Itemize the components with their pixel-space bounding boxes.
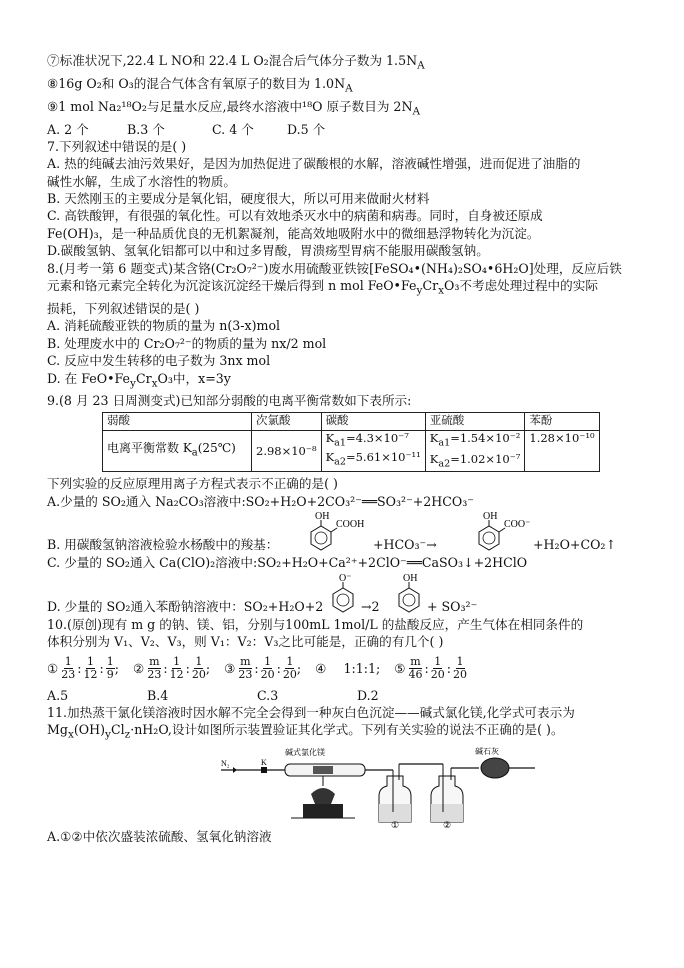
q7-b: B. 天然刚玉的主要成分是氧化铝，硬度很大，所以可用来做耐火材料: [47, 190, 430, 206]
q7-stem: 7.下列叙述中错误的是( ): [47, 138, 187, 154]
ratio-2: ② $\frac{m}{23}$ : $\frac{1}{12}$ : $\frac{1}{20}$ ;: [133, 655, 211, 682]
q10-options: [47, 687, 662, 704]
k-label: K: [261, 757, 267, 767]
line-7: ⑦标准状况下,22.4 L NO和 22.4 L O₂混合后气体分子数为 $1.5N_A$: [47, 53, 425, 72]
q8-b: B. 处理废水中的 Cr₂O₇²⁻的物质的量为 nx/2 mol: [47, 335, 327, 351]
q9-b: [47, 510, 662, 554]
q8-a: A. 消耗硫酸亚铁的物质的量为 n(3-x)mol: [47, 318, 281, 334]
q9-d: [47, 572, 662, 616]
salicylic-acid-structure: [299, 510, 365, 554]
th-h2co3: 碳酸: [321, 412, 425, 430]
q10-stem-1: 10.(原创)现有 m g 的钠、镁、铝，分别与100mL 1mol/L 的盐酸反应，产生气体在相同条件的: [47, 616, 584, 632]
bottle-2-label: ②: [443, 819, 452, 830]
q9-b-text: [47, 536, 278, 553]
q11-stem-1: 11.加热蒸干氯化镁溶液时因水解不完全会得到一种灰白色沉淀——碱式氯化镁,化学式可表示为: [47, 704, 575, 720]
ratio-4-number: ④: [315, 661, 327, 677]
th-hclo: 次氯酸: [252, 412, 322, 430]
q10-ratios: [47, 651, 662, 687]
phenol-oh-label: OH: [403, 572, 418, 584]
q8-stem-2: 元素和铬元素完全转化为沉淀该沉淀经干燥后得到 n mol $FeO•Fe_yCr_xO_3$不考虑处理过程中的实际: [47, 278, 598, 297]
q9-d-start: D. 少量的 SO₂通入苯酚钠溶液中：SO₂+H₂O+2: [47, 598, 324, 614]
td-phenol: 1.28×10⁻¹⁰: [525, 430, 599, 472]
q11-option-a: A.①②中依次盛装浓硫酸、氢氧化钠溶液: [47, 828, 272, 844]
salicylate-coo-label: COO⁻: [504, 519, 531, 531]
q7-c1: C. 高铁酸钾，有很强的氧化性。可以有效地杀灭水中的病菌和病毒。同时，自身被还原成: [47, 208, 543, 224]
ratio-4-value: 1:1:1: [343, 661, 376, 677]
lime-label: 碱石灰: [475, 746, 499, 756]
ka-table: [102, 412, 600, 473]
page: [47, 52, 662, 845]
q9-b-mid: +HCO₃⁻→: [373, 537, 437, 553]
q7-d: D.碳酸氢钠、氢氧化铝都可以中和过多胃酸，胃溃疡型胃病不能服用碳酸氢钠。: [47, 243, 489, 259]
q10-stem-2: 体积分别为 V₁、V₂、V₃，则 V₁：V₂：V₃之比可能是，正确的有几个( ): [47, 634, 444, 650]
th-h2so3: 亚硫酸: [425, 412, 525, 430]
th-phenol: 苯酚: [525, 412, 599, 430]
q10-option-c: C.3: [257, 687, 279, 703]
q9-intro: 9.(8 月 23 日周测变式)已知部分弱酸的电离平衡常数如下表所示:: [47, 393, 412, 409]
soda-lime-tube: [481, 758, 509, 778]
td-h2so3: [425, 430, 525, 472]
ratio-1-f1: $\frac{1}{23}$: [61, 655, 76, 682]
th-acid: 弱酸: [103, 412, 252, 430]
q6-options: [47, 121, 662, 138]
q7-a1: A. 热的纯碱去油污效果好，是因为加热促进了碳酸根的水解，溶液碱性增强，进而促进了油脂的: [47, 156, 581, 172]
q6-option-c: C. 4 个: [212, 121, 254, 137]
q9-a: A.少量的 SO₂通入 Na₂CO₃溶液中:SO₂+H₂O+2CO₃²⁻══SO₃²⁻+2HCO₃⁻: [47, 493, 474, 509]
h2so3-ka1: $K_{a1}=1.54\times 10^{-2}$: [429, 430, 521, 449]
phenoxide-structure: [325, 572, 361, 616]
phenoxide-o-label: O⁻: [339, 572, 352, 584]
q9-d-mid: →2: [361, 598, 380, 614]
ratio-1-f3: $\frac{1}{9}$: [106, 655, 114, 682]
q8-stem-3: 损耗，下列叙述错误的是( ): [47, 300, 200, 316]
td-label: 电离平衡常数 $K_a(25℃)$: [103, 430, 252, 472]
q10-option-a: A.5: [47, 687, 69, 703]
q6-option-d: D.5 个: [287, 121, 326, 137]
ratio-1: ① $\frac{1}{23}$ : $\frac{1}{12}$ : $\frac{1}{9}$ ;: [47, 655, 120, 682]
ratio-2-number: ②: [133, 661, 145, 677]
q9-b-start: B. 用碳酸氢钠溶液检验水杨酸中的羧基：: [47, 537, 279, 553]
td-hclo: 2.98×10⁻⁸: [252, 430, 322, 472]
ratio-3: ③ $\frac{m}{23}$ : $\frac{1}{20}$ : $\frac{1}{20}$ ;: [224, 655, 302, 682]
n2-label: N₂: [221, 758, 230, 768]
ratio-5: ⑤ $\frac{m}{46}$ : $\frac{1}{20}$ : $\frac{1}{20}$: [394, 655, 468, 682]
bottle-1-label: ①: [391, 819, 400, 830]
td-h2co3: [321, 430, 425, 472]
h2co3-ka1: $K_{a1}=4.3\times 10^{-7}$: [325, 430, 409, 449]
h2so3-ka2: $K_{a2}=1.02\times 10^{-7}$: [429, 452, 521, 470]
salicylate-structure: [467, 510, 529, 554]
q9-c: C. 少量的 SO₂通入 Ca(ClO)₂溶液中:SO₂+H₂O+Ca²⁺+2ClO⁻══CaSO₃↓+2HClO: [47, 555, 528, 571]
valve-k: [261, 767, 267, 773]
apparatus-diagram: [219, 746, 549, 828]
sample-label: 碱式氯化镁: [285, 747, 325, 757]
q9-b-end: +H₂O+CO₂↑: [533, 537, 617, 553]
q8-c: C. 反应中发生转移的电子数为 3nx mol: [47, 353, 271, 369]
q9-d-end: + SO₃²⁻: [427, 598, 478, 614]
q11-stem-2: $Mg_x(OH)_yCl_z\cdot nH_2O$,设计如图所示装置验证其化学式。下列有关实验的说法不正确的是( )。: [47, 721, 564, 741]
burner-base: [303, 804, 343, 818]
q6-option-a: A. 2 个: [47, 121, 89, 137]
salicylic-oh-label: OH: [315, 511, 330, 523]
ratio-3-number: ③: [224, 661, 236, 677]
line-9: ⑨1 mol Na₂¹⁸O₂与足量水反应,最终水溶液中¹⁸O 原子数目为 $2N_A$: [47, 98, 421, 118]
ratio-5-number: ⑤: [394, 661, 406, 677]
salicylate-oh-label: OH: [483, 511, 498, 523]
phenol-structure: [391, 572, 427, 616]
sample-boat: [313, 766, 333, 774]
ratio-1-number: ①: [47, 661, 59, 677]
q8-stem-1: 8.(月考一第 6 题变式)某含铬(Cr₂O₇²⁻)废水用硫酸亚铁铵[FeSO₄•(NH₄)₂SO₄•6H₂O]处理，反应后铁: [47, 260, 622, 276]
ratio-4: ④ 1:1:1 ;: [315, 661, 381, 677]
q10-option-d: D.2: [357, 687, 379, 703]
line-8: ⑧16g O₂和 O₃的混合气体含有氧原子的数目为 $1.0N_A$: [47, 75, 353, 95]
q6-option-b: B.3 个: [127, 121, 165, 137]
q9-ask: 下列实验的反应原理用离子方程式表示不正确的是( ): [47, 476, 338, 492]
h2co3-ka2: $K_{a2}=5.61\times 10^{-11}$: [325, 450, 421, 468]
burner-flame: [311, 788, 335, 804]
q8-d: D. 在 $FeO•Fe_yCr_xO_3$中，x=3y: [47, 370, 231, 390]
ratio-1-f2: $\frac{1}{12}$: [83, 655, 98, 682]
q10-option-b: B.4: [147, 687, 169, 703]
q7-a2: 碱性水解，生成了水溶性的物质。: [47, 173, 236, 189]
q7-c2: Fe(OH)₃，是一种品质优良的无机絮凝剂，能高效地吸附水中的微细悬浮物转化为沉淀。: [47, 225, 540, 241]
salicylic-cooh-label: COOH: [336, 519, 365, 531]
